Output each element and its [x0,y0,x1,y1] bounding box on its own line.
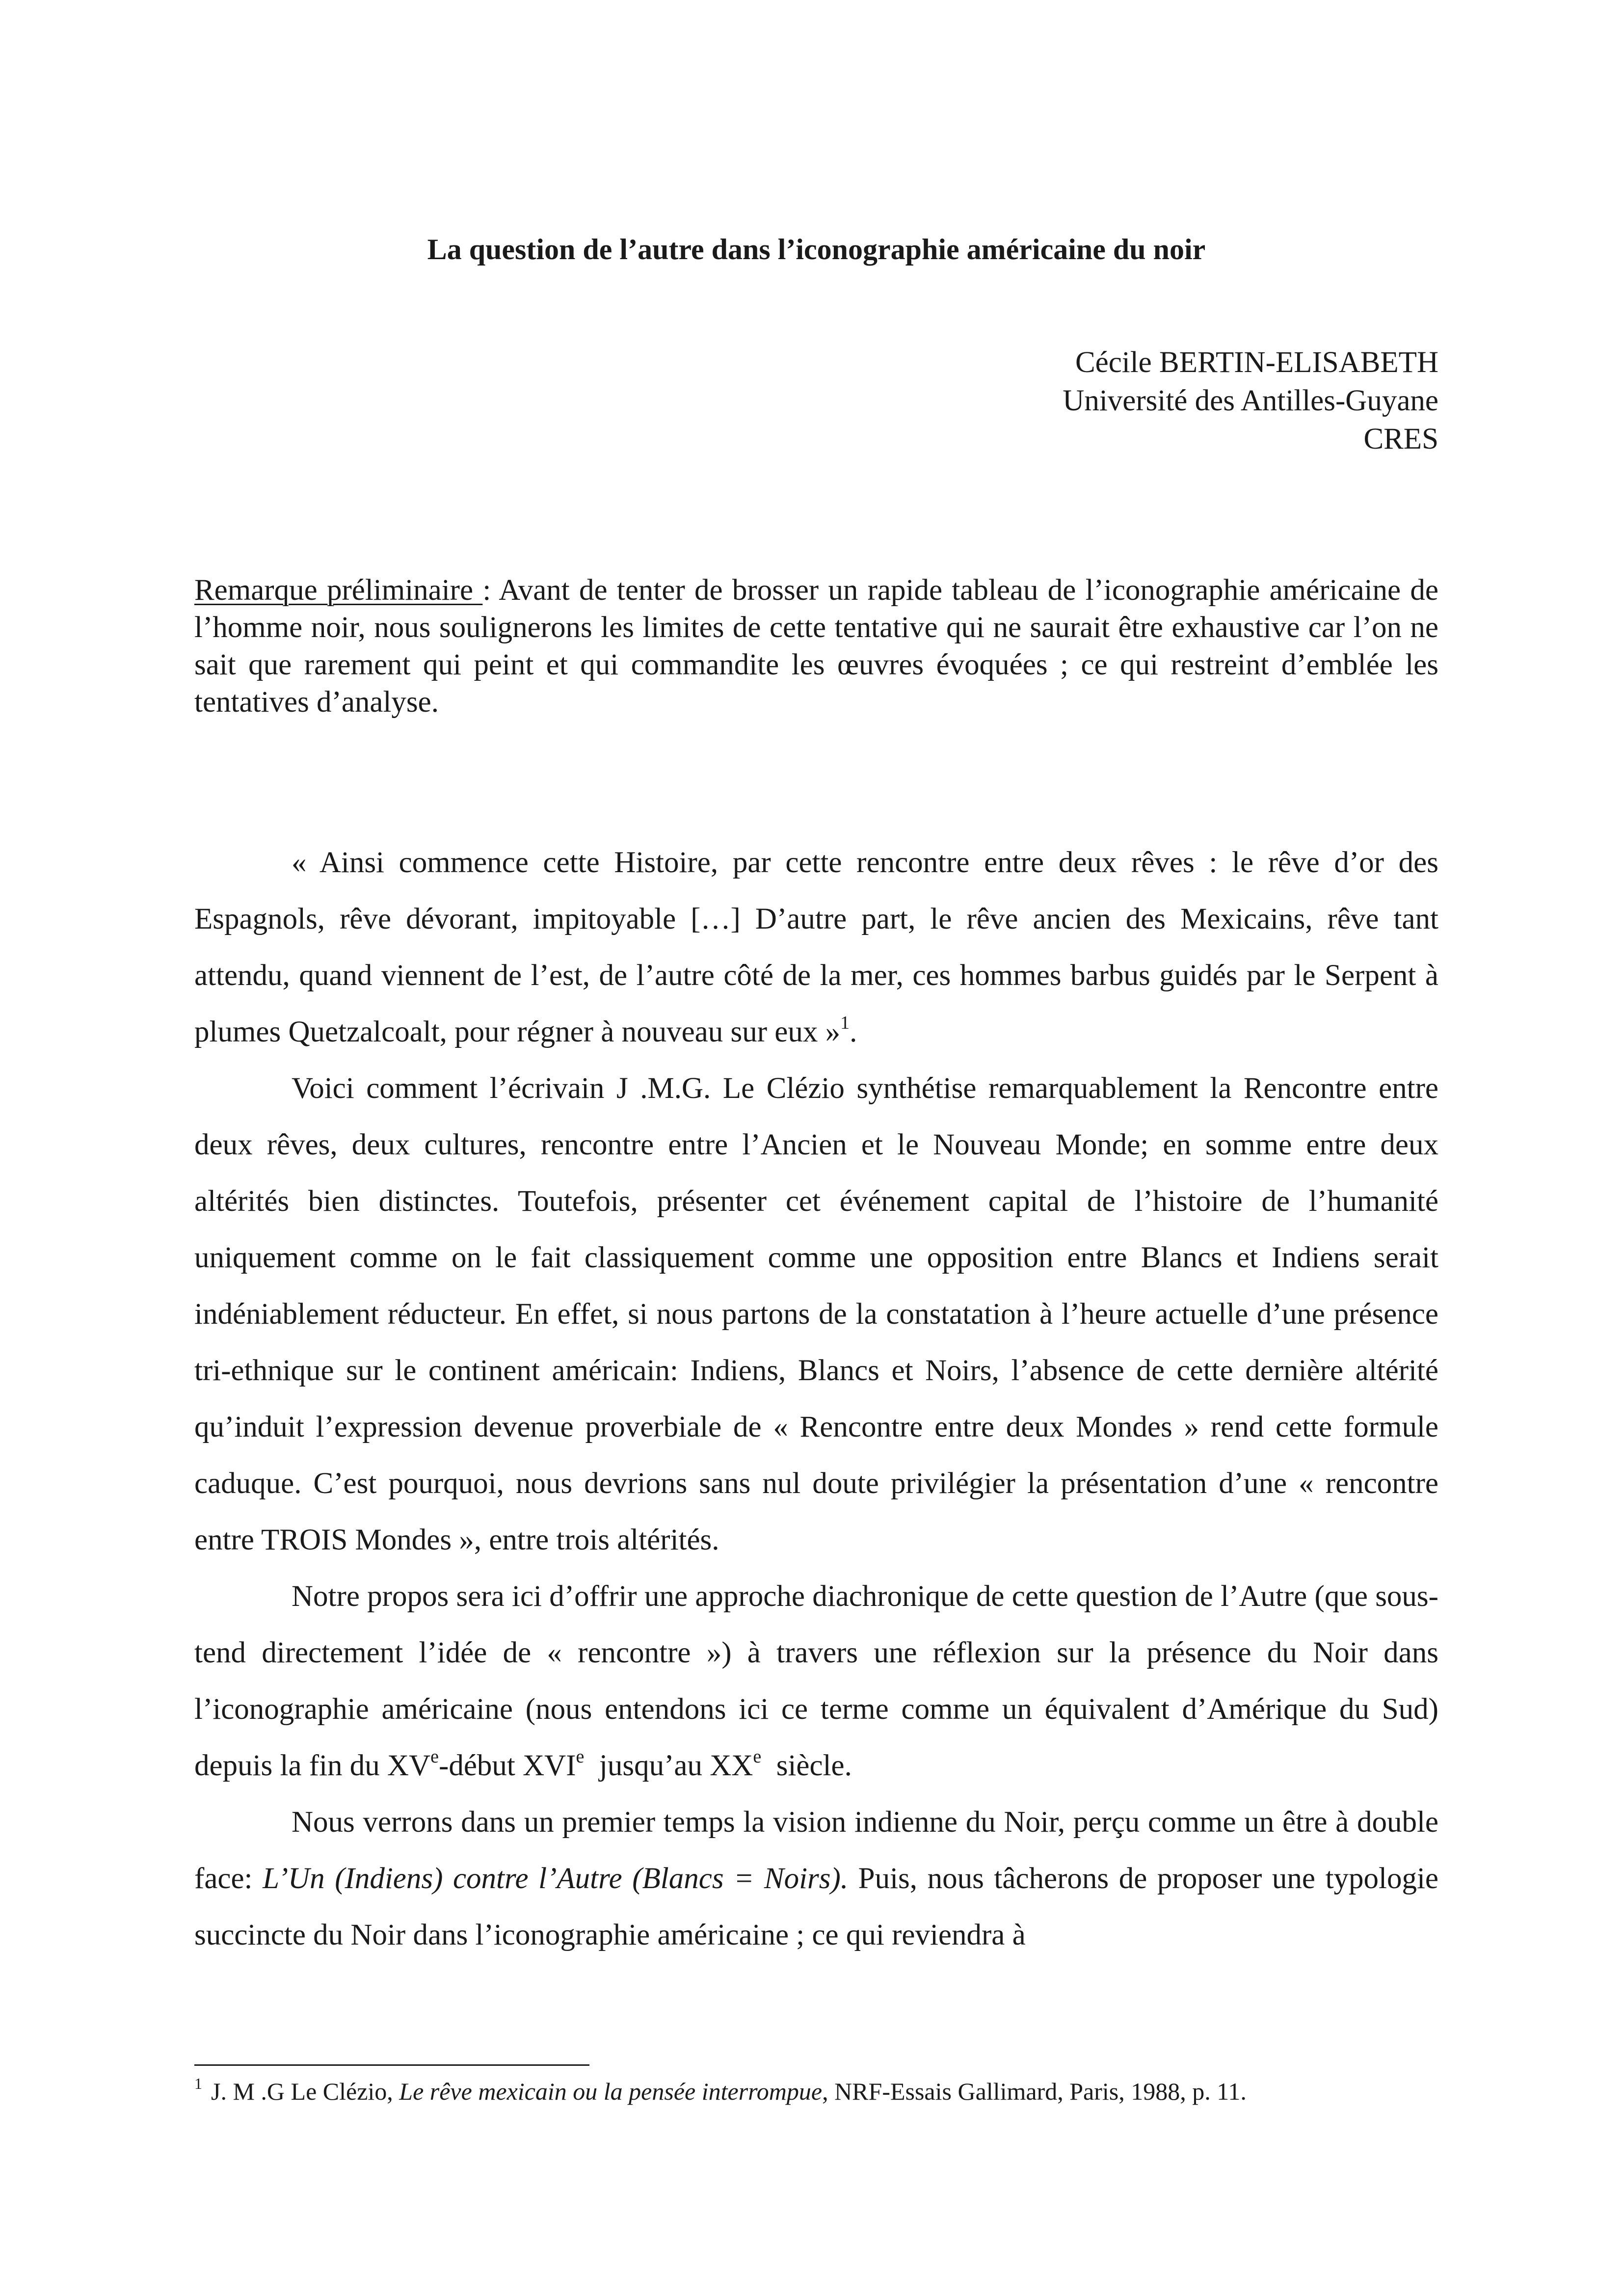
paper-title: La question de l’autre dans l’iconographie américaine du noir [427,233,1206,266]
author-name: Cécile BERTIN-ELISABETH [1075,346,1438,379]
author-affiliation: Université des Antilles-Guyane [1063,384,1438,417]
p4-part-b: Puis, nous tâcherons de proposer une typologie succincte du Noir dans l’iconographie américaine ; ce qui reviendra à [194,1862,1438,1951]
author-center: CRES [1363,423,1438,455]
footnote-work: Le rêve mexicain ou la pensée interrompue [399,2078,823,2105]
preliminary-remark [194,572,1438,721]
quote-end: . [850,1015,857,1048]
footnote-ref: 1 [840,1013,850,1033]
century-superscript: e [430,1746,439,1767]
footnote-number: 1 [194,2075,202,2092]
body-text [194,834,1438,1963]
p3-part-d: siècle. [761,1749,852,1782]
century-superscript: e [753,1746,762,1767]
footnote-author: J. M .G Le Clézio, [211,2078,399,2105]
footnote [194,2075,1438,2108]
paragraph-4 [194,1794,1438,1963]
p4-italic: L’Un (Indiens) contre l’Autre (Blancs = Noirs). [263,1862,849,1895]
century-superscript: e [576,1746,585,1767]
p3-part-c: jusqu’au XX [584,1749,753,1782]
footnote-divider [194,2064,589,2066]
paragraph-2: Voici comment l’écrivain J .M.G. Le Clézio synthétise remarquablement la Rencontre entre deux rêves, deux cultures, rencontre entre l’Ancien et le Nouveau Monde; en somme entre deux altérités bien distinctes. Toutefois, présenter cet événement capital de l’histoire de l’humanité uniquement comme on le fait classiquement comme une opposition entre Blancs et Indiens serait indéniablement réducteur. En effet, si nous partons de la constatation à l’heure actuelle d’une présence tri-ethnique sur le continent américain: Indiens, Blancs et Noirs, l’absence de cette dernière altérité qu’induit l’expression devenue proverbiale de « Rencontre entre deux Mondes » rend cette formule caduque. C’est pourquoi, nous devrions sans nul doute privilégier la présentation d’une « rencontre entre TROIS Mondes », entre trois altérités. [194,1072,1438,1556]
quote-text: « Ainsi commence cette Histoire, par cette rencontre entre deux rêves : le rêve d’or des Espagnols, rêve dévorant, impitoyable […] D’autre part, le rêve ancien des Mexicains, rêve tant attendu, quand viennent de l’est, de l’autre côté de la mer, ces hommes barbus guidés par le Serpent à plumes Quetzalcoalt, pour régner à nouveau sur eux » [194,846,1438,1048]
author-block [1063,344,1438,458]
remark-lead: Remarque préliminaire [194,574,483,607]
p4-part-a: Nous verrons dans un premier temps la vision indienne du Noir, perçu comme un être à double face: [194,1806,1438,1895]
paragraph-3 [194,1568,1438,1794]
document-page [194,0,1438,2296]
p3-part-b: -début XVI [439,1749,576,1782]
p3-part-a: Notre propos sera ici d’offrir une approche diachronique de cette question de l’Autre (que sous-tend directement l’idée de « rencontre ») à travers une réflexion sur la présence du Noir dans l’iconographie américaine (nous entendons ici ce terme comme un équivalent d’Amérique du Sud) depuis la fin du XV [194,1580,1438,1782]
remark-text: : Avant de tenter de brosser un rapide tableau de l’iconographie américaine de l’homme noir, nous soulignerons les limites de cette tentative qui ne saurait être exhaustive car l’on ne sait que rarement qui peint et qui commandite les œuvres évoquées ; ce qui restreint d’emblée les tentatives d’analyse. [194,574,1438,719]
paragraph-quote [194,834,1438,1060]
footnote-rest: , NRF-Essais Gallimard, Paris, 1988, p. 11. [822,2078,1247,2105]
